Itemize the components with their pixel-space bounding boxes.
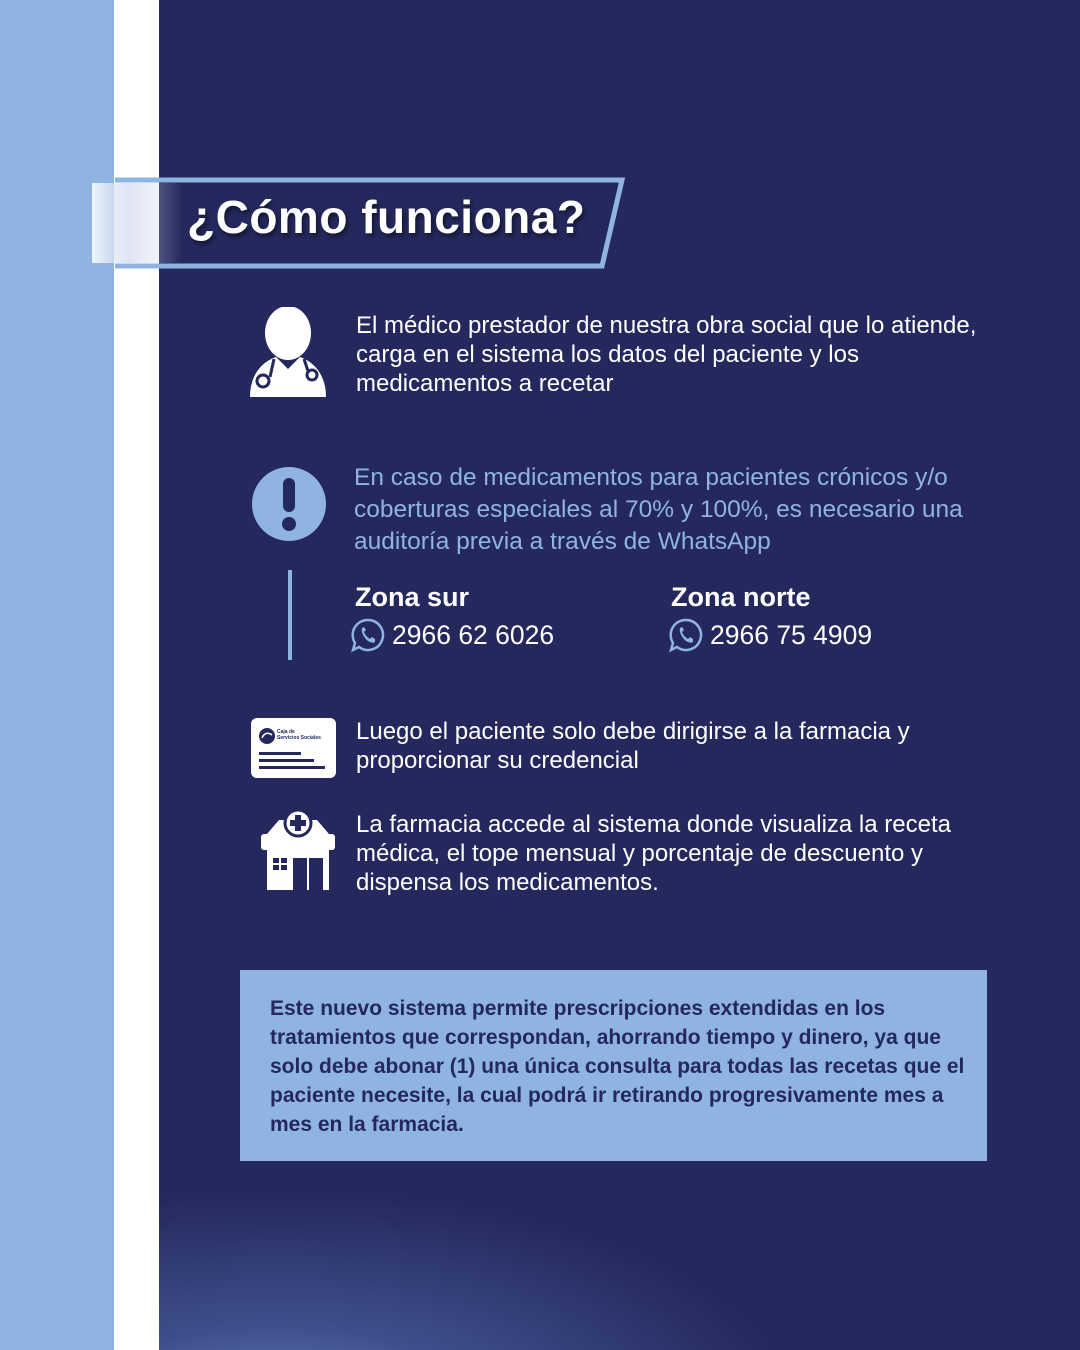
zone-sur-phone-number: 2966 62 6026 — [392, 619, 555, 650]
card-line — [259, 752, 301, 755]
pharmacy-icon — [259, 808, 337, 892]
card-line — [259, 759, 314, 762]
zones-divider-line — [288, 570, 292, 660]
step-pharmacy-text: La farmacia accede al sistema donde visualiza la receta médica, el tope mensual y porcentaje de descuento y dispensa los medicamentos. — [356, 811, 951, 896]
zone-norte-phone-number: 2966 75 4909 — [710, 619, 873, 650]
doctor-icon — [246, 307, 330, 400]
exclamation-icon — [251, 466, 327, 542]
step-credential-text: Luego el paciente solo debe dirigirse a la farmacia y proporcionar su credencial — [356, 718, 910, 774]
info-note-box — [240, 970, 987, 1161]
card-line — [259, 766, 325, 769]
zone-sur-phone[interactable] — [350, 617, 554, 653]
info-note-text: Este nuevo sistema permite prescripciones extendidas en los tratamientos que correspondan, ahorrando tiempo y dinero, ya que solo debe abonar (1) una única consulta para todas las recetas que el paciente necesite, la cual podrá ir retirando progresivamente mes a mes en la farmacia. — [270, 997, 965, 1136]
card-org-name — [277, 729, 321, 741]
step-alert-text: En caso de medicamentos para pacientes crónicos y/o coberturas especiales al 70% y 100%, es necesario una auditoría previa a través de WhatsApp — [354, 464, 963, 555]
whatsapp-icon — [668, 617, 704, 653]
zone-sur-title: Zona sur — [355, 582, 470, 612]
step-doctor-text: El médico prestador de nuestra obra social que lo atiende, carga en el sistema los datos del paciente y los medicamentos a recetar — [356, 312, 977, 397]
credential-card-icon — [251, 718, 336, 778]
card-logo-icon — [258, 727, 276, 745]
card-org-line1: Caja de — [277, 729, 295, 735]
zone-norte-phone[interactable] — [668, 617, 872, 653]
zone-norte-title: Zona norte — [671, 582, 811, 612]
card-org-line2: Servicios Sociales — [277, 735, 321, 741]
page-title: ¿Cómo funciona? — [187, 191, 586, 243]
whatsapp-icon — [350, 617, 386, 653]
